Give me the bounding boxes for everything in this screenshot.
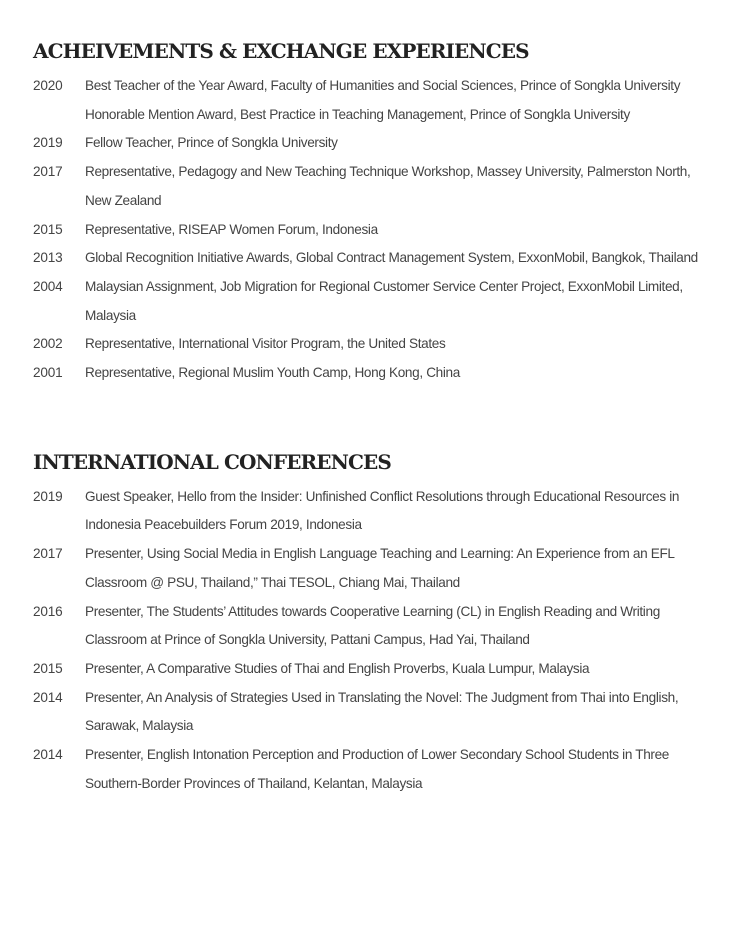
entry-text: Representative, Regional Muslim Youth Camp, Hong Kong, China bbox=[85, 365, 460, 381]
list-item bbox=[33, 540, 723, 597]
entry-text: Representative, RISEAP Women Forum, Indonesia bbox=[85, 221, 378, 237]
entry-text: Fellow Teacher, Prince of Songkla University bbox=[85, 135, 338, 151]
entry-year: 2016 bbox=[33, 603, 63, 619]
entry-year: 2004 bbox=[33, 278, 63, 294]
section-achievements bbox=[33, 38, 723, 388]
entry-year: 2013 bbox=[33, 250, 63, 266]
entry-text: Representative, Pedagogy and New Teaching Technique Workshop, Massey University, Palmerston North, New Zealand bbox=[85, 164, 691, 208]
entry-year: 2017 bbox=[33, 546, 63, 562]
entry-year: 2019 bbox=[33, 488, 63, 504]
list-item bbox=[33, 129, 723, 158]
list-item bbox=[33, 72, 723, 101]
entry-text: Global Recognition Initiative Awards, Global Contract Management System, ExxonMobil, Bangkok, Thailand bbox=[85, 250, 698, 266]
list-item bbox=[33, 330, 723, 359]
list-item bbox=[33, 655, 723, 684]
list-item bbox=[33, 158, 723, 215]
entry-text: Honorable Mention Award, Best Practice in Teaching Management, Prince of Songkla University bbox=[85, 106, 630, 122]
entry-text: Best Teacher of the Year Award, Faculty of Humanities and Social Sciences, Prince of Songkla University bbox=[85, 78, 681, 93]
entry-text: Presenter, English Intonation Perception and Production of Lower Secondary School Students in Three Southern-Border Provinces of Thailand, Kelantan, Malaysia bbox=[85, 747, 670, 791]
list-item bbox=[33, 741, 723, 798]
list-item bbox=[33, 216, 723, 245]
entry-year: 2002 bbox=[33, 336, 63, 352]
entry-text: Presenter, The Students’ Attitudes towards Cooperative Learning (CL) in English Reading and Writing Classroom at Prince of Songkla University, Pattani Campus, Had Yai, Thailand bbox=[85, 603, 660, 648]
entry-year: 2014 bbox=[33, 747, 63, 763]
section-conferences bbox=[33, 449, 723, 799]
list-item bbox=[33, 359, 723, 388]
entry-year: 2020 bbox=[33, 78, 63, 93]
entry-year: 2019 bbox=[33, 135, 63, 151]
list-item bbox=[33, 244, 723, 273]
entry-year: 2001 bbox=[33, 365, 63, 381]
list-item bbox=[33, 684, 723, 741]
section-heading: INTERNATIONAL CONFERENCES bbox=[33, 449, 391, 474]
entry-list bbox=[33, 483, 723, 799]
list-item bbox=[33, 598, 723, 655]
entry-year: 2015 bbox=[33, 660, 63, 676]
entry-year: 2014 bbox=[33, 689, 63, 705]
entry-text: Presenter, A Comparative Studies of Thai and English Proverbs, Kuala Lumpur, Malaysia bbox=[85, 660, 590, 676]
entry-text: Presenter, An Analysis of Strategies Used in Translating the Novel: The Judgment from Thai into English, Sarawak, Malaysia bbox=[85, 689, 679, 734]
list-item bbox=[33, 483, 723, 540]
document-page bbox=[33, 38, 723, 798]
entry-text: Presenter, Using Social Media in English Language Teaching and Learning: An Experience from an EFL Classroom @ PSU, Thailand,” Thai TESOL, Chiang Mai, Thailand bbox=[85, 546, 675, 590]
entry-year: 2015 bbox=[33, 221, 63, 237]
list-item bbox=[33, 273, 723, 330]
entry-text: Guest Speaker, Hello from the Insider: Unfinished Conflict Resolutions through Educational Resources in Indonesia Peacebuilders Forum 2019, Indonesia bbox=[85, 488, 680, 533]
entry-text: Malaysian Assignment, Job Migration for Regional Customer Service Center Project, ExxonMobil Limited, Malaysia bbox=[85, 278, 683, 323]
list-item bbox=[33, 101, 723, 130]
entry-year bbox=[33, 101, 85, 130]
section-heading: ACHEIVEMENTS & EXCHANGE EXPERIENCES bbox=[33, 39, 529, 63]
entry-list bbox=[33, 72, 723, 388]
entry-year: 2017 bbox=[33, 164, 63, 180]
entry-text: Representative, International Visitor Program, the United States bbox=[85, 336, 446, 352]
